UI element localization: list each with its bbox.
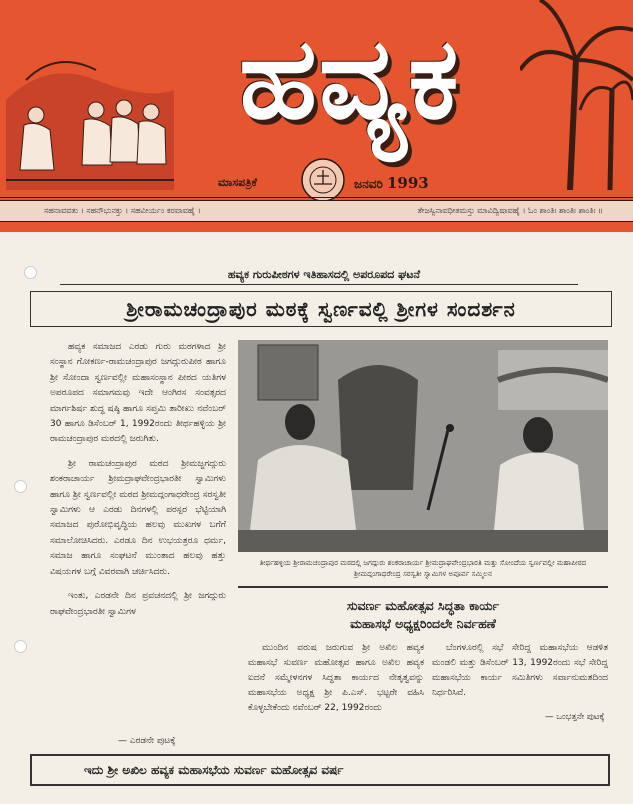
binder-hole [24,266,37,279]
second-article-left-column [248,641,424,716]
article-kicker: ಹವ್ಯಕ ಗುರುಪೀಠಗಳ ಇತಿಹಾಸದಲ್ಲಿ ಅಪರೂಪದ ಘಟನೆ [227,268,421,281]
second-article-headline [238,597,608,633]
motto-left: ಸಹನಾವವತು । ಸಹನೌಭುನಕ್ತು । ಸಹವೀರ್ಯಂ ಕರವಾವಹೈ । [44,206,201,215]
binder-hole [14,480,27,493]
article-paragraph: ಹವ್ಯಕ ಸಮಾಜದ ಎರಡು ಗುರು ಮಠಗಳಾದ ಶ್ರೀ ಸಂಸ್ಥಾನ ಗೋಕರ್ಣ-ರಾಮಚಂದ್ರಾಪುರ ಜಗದ್ಗುರುಪೀಠ ಹಾಗೂ ಶ್ರೀ ಸೋಂದಾ ಸ್ವರ್ಣವಲ್ಲೀ ಮಹಾಸಂಸ್ಥಾನ ಪೀಠದ ಯತಿಗಳ ಅಪರೂಪದ ಸಮಾಗಮವು ಇದೇ ಆಂಗಿರಸ ಸಂವತ್ಸರದ ಮಾರ್ಗಶಿರ್ಷ ಶುದ್ಧ ಷಷ್ಠಿ ಹಾಗೂ ಸಪ್ತಮಿ ತಾರೀಖು ನವೆಂಬರ್ 30 ಹಾಗೂ ಡಿಸೆಂಬರ್ 1, 1992ರಂದು ತೀರ್ಥಹಳ್ಳಿಯ ಶ್ರೀ ರಾಮಚಂದ್ರಾಪುರ ಮಠದಲ್ಲಿ ಜರುಗಿತು. [50,342,226,445]
masthead-divider [0,197,633,198]
second-headline-line2: ಮಹಾಸಭೆ ಅಧ್ಯಕ್ಷರಿಂದಲೇ ನಿರ್ವಹಣೆ [350,616,496,631]
publication-type: ಮಾಸಪತ್ರಿಕೆ [218,176,257,189]
kicker-rule [60,284,578,285]
second-article-paragraph: ಬೆಂಗಳೂರಲ್ಲಿ ಸಭೆ ಸೇರಿದ್ದ ಮಹಾಸಭೆಯ ಆಡಳಿತ ಮಂಡಲಿ ಮತ್ತು ಡಿಸೆಂಬರ್ 13, 1992ರಂದು ಸಭೆ ಸೇರಿದ್ದ ಮಹಾಸಭೆಯ ಕಾರ್ಯ ಸಮಿತಿಗಳು ಸರ್ವಾನುಮತದಿಂದ ನಿರ್ಧರಿಸಿವೆ. [432,643,608,698]
jubilee-banner [30,754,610,786]
continued-note-2: — ಒಂಭತ್ತನೇ ಪುಟಕ್ಕೆ [545,712,605,722]
masthead-title: ಹವ್ಯಕ [239,13,461,144]
issue-month: ಜನವರಿ [354,177,383,191]
second-article-right-column [432,641,608,701]
photo-caption: ತೀರ್ಥಹಳ್ಳಿಯ ಶ್ರೀರಾಮಚಂದ್ರಾಪುರ ಮಠದಲ್ಲಿ ಜಗದ್ಗುರು ಶಂಕರಾಚಾರ್ಯ ಶ್ರೀಮದ್ರಾಘವೇಂದ್ರಭಾರತಿ ಮತ್ತು ಸೋಂದೆಯ ಸ್ವರ್ಣವಲ್ಲೀ ಮಹಾಪೀಠದ ಶ್ರೀಮದ್ಗಂಗಾಧರೇಂದ್ರ ಸರಸ್ವತೀ ಸ್ವಾಮಿಗಳ ಅಪೂರ್ವ ಸಮ್ಮಿಲನ [259,558,587,578]
continued-note: — ಎರಡನೇ ಪುಟಕ್ಕೆ [118,736,176,746]
palm-trees-illustration [520,0,633,190]
jubilee-banner-text: ಇದು ಶ್ರೀ ಅಖಿಲ ಹವ್ಯಕ ಮಹಾಸಭೆಯ ಸುವರ್ಣ ಮಹೋತ್ಸವ ವರ್ಷ [84,763,344,777]
issue-date [354,174,429,192]
masthead [0,0,633,232]
article-paragraph: ಶ್ರೀ ರಾಮಚಂದ್ರಾಪುರ ಮಠದ ಶ್ರೀಮಜ್ಜಗದ್ಗುರು ಶಂಕರಾಚಾರ್ಯ ಶ್ರೀಮದ್ರಾಘವೇಂದ್ರಭಾರತೀ ಸ್ವಾಮಿಗಳು ಹಾಗೂ ಶ್ರೀ ಸ್ವರ್ಣವಲ್ಲೀ ಮಠದ ಶ್ರೀಮದ್ಗಂಗಾಧರೇಂದ್ರ ಸರಸ್ವತೀ ಸ್ವಾಮಿಗಳು ಆ ಎರಡು ದಿನಗಳಲ್ಲಿ ಪರಸ್ಪರ ಭೆಟ್ಟಿಯಾಗಿ ಸಮಾಜದ ಪುರೋಭಿವೃದ್ಧಿಯ ಹಲವು ಮುಖಗಳ ಬಗೆಗೆ ಸಮಾಲೋಚಿಸಿದರು. ಎರಡೂ ದಿನ ಉಭಯತ್ರರೂ ಧರ್ಮ, ಸಮಾಜ ಹಾಗೂ ಸಂಘಟನೆ ಮುಂತಾದ ಹಲವು ಹತ್ತು ವಿಷಯಗಳ ಬಗ್ಗೆ ವಿವರವಾಗಿ ಚರ್ಚಿಸಿದರು. [50,458,226,577]
second-article-paragraph: ಮುಂದಿನ ವರುಷ ಜರುಗುವ ಶ್ರೀ ಅಖಿಲ ಹವ್ಯಕ ಮಹಾಸಭೆ ಸುವರ್ಣ ಮಹೋತ್ಸವ ಹಾಗೂ ಅಖಿಲ ಹವ್ಯಕ ಐದನೆ ಸಮ್ಮೇಳನಗಳ ಸಿದ್ಧತಾ ಕಾರ್ಯದ ನೇತೃತ್ವವನ್ನು ಮಹಾಸಭೆಯ ಅಧ್ಯಕ್ಷ ಶ್ರೀ ಪಿ.ಎಸ್. ಭಟ್ಟರೇ ವಹಿಸಿ ಕೊಳ್ಳಬೇಕೆಂದು ನವೆಂಬರ್ 22, 1992ರಂದು [248,643,424,713]
binder-hole [14,640,27,653]
article-body [50,340,226,629]
photo-illustration [238,340,608,552]
issue-year: 1993 [386,174,429,192]
motto-strip [0,200,633,222]
sages-illustration [6,40,174,190]
article-headline: ಶ್ರೀರಾಮಚಂದ್ರಾಪುರ ಮಠಕ್ಕೆ ಸ್ವರ್ಣವಲ್ಲಿ ಶ್ರೀಗಳ ಸಂದರ್ಶನ [30,291,612,327]
masthead-bottom-band [0,222,633,232]
motto-right: ತೇಜಸ್ವಿನಾವಧೀತಮಸ್ತು ಮಾವಿದ್ವಿಷಾವಹೈ । ಓಂ ಶಾಂತಿಃ ಶಾಂತಿಃ ಶಾಂತಿಃ ॥ [417,206,603,215]
second-headline-line1: ಸುವರ್ಣ ಮಹೋತ್ಸವ ಸಿದ್ಧತಾ ಕಾರ್ಯ [346,598,500,613]
article-paragraph: ಇಂತು, ಎರಡನೇ ದಿನ ಪ್ರವಚನದಲ್ಲಿ ಶ್ರೀ ಜಗದ್ಗುರು ರಾಘವೇಂದ್ರಭಾರತೀ ಸ್ವಾಮಿಗಳ [50,591,226,617]
section-rule [238,586,608,588]
news-photo [238,340,608,552]
